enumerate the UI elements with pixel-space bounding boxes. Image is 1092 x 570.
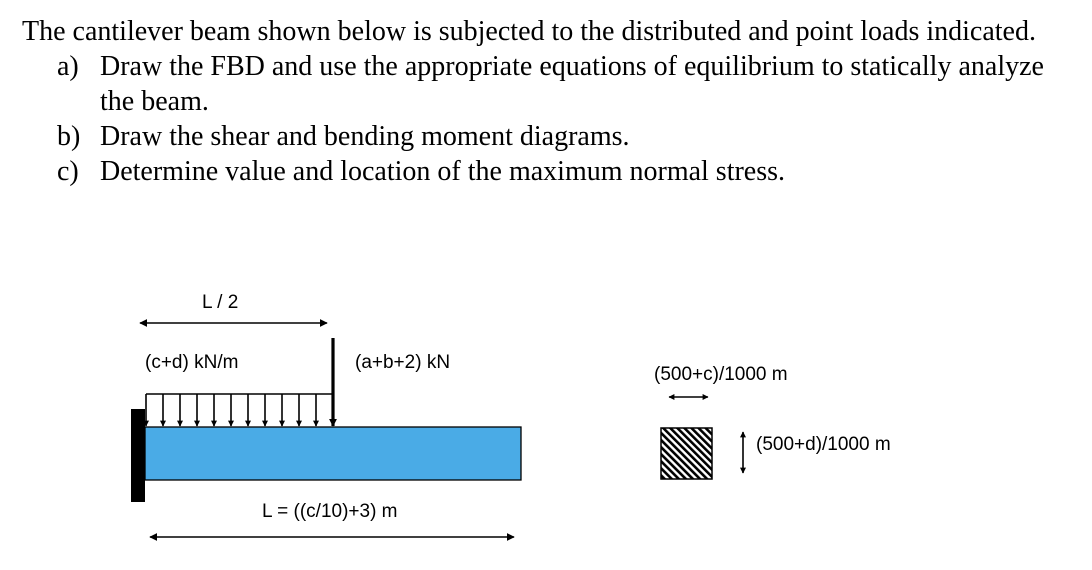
cross-section-hatched [661,428,712,479]
part-a-letter: a) [57,51,79,82]
fixed-support-wall [131,409,145,502]
problem-intro: The cantilever beam shown below is subjected to the distributed and point loads indicated. [22,16,1036,47]
part-b-letter: b) [57,121,81,152]
half-length-label: L / 2 [202,292,239,313]
section-height-label: (500+d)/1000 m [756,434,891,455]
part-a-text: Draw the FBD and use the appropriate equations of equilibrium to statically analyze the beam. [100,51,1044,117]
part-b-text: Draw the shear and bending moment diagrams. [100,121,630,152]
part-c-letter: c) [57,156,79,187]
beam [145,427,521,480]
section-width-label: (500+c)/1000 m [654,364,788,385]
part-c-text: Determine value and location of the maximum normal stress. [100,156,786,187]
distributed-load-label: (c+d) kN/m [145,352,239,373]
length-label: L = ((c/10)+3) m [262,501,398,522]
point-load-label: (a+b+2) kN [355,352,451,373]
distributed-load [146,394,332,426]
